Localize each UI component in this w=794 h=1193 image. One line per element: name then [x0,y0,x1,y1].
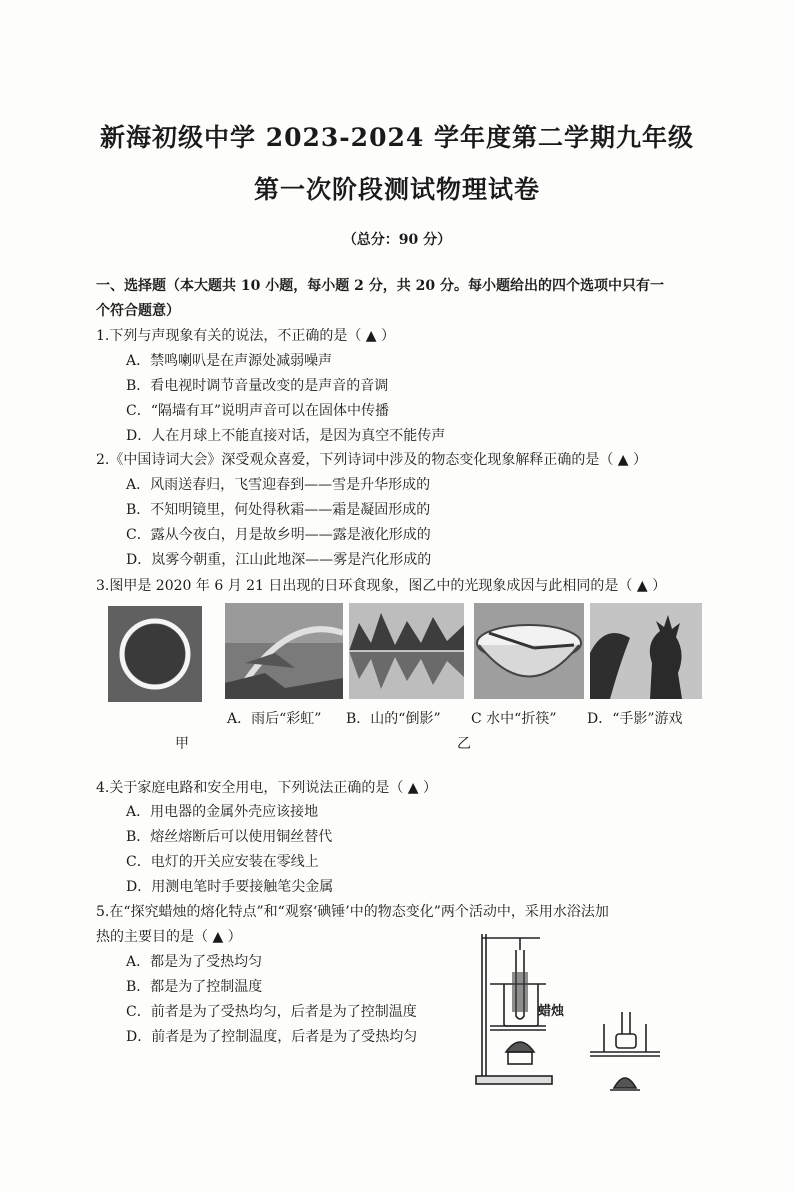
hand-shadow-image [590,603,702,699]
candle-label: 蜡烛 [538,1004,565,1019]
question-5-option-c: C．前者是为了受热均匀，后者是为了控制温度 [126,1004,417,1020]
question-1-option-a: A．禁鸣喇叭是在声源处减弱噪声 [126,353,333,369]
refracted-chopsticks-image [474,603,584,699]
question-1-option-d: D．人在月球上不能直接对话，是因为真空不能传声 [126,428,446,444]
figure-caption-a: A．雨后“彩虹” [227,711,322,727]
question-2-stem: 2.《中国诗词大会》深受观众喜爱，下列诗词中涉及的物态变化现象解释正确的是（ ▲ ） [96,452,648,468]
question-5-option-d: D．前者是为了控制温度，后者是为了受热均匀 [126,1029,418,1045]
question-5-option-b: B．都是为了控制温度 [126,979,263,995]
rainbow-image [225,603,343,699]
eclipse-image [108,606,202,702]
question-2-option-a: A．风雨送春归，飞雪迎春到——雪是升华形成的 [126,477,431,493]
question-2-option-d: D．岚雾今朝重，江山此地深——雾是汽化形成的 [126,552,432,568]
question-4-stem: 4.关于家庭电路和安全用电，下列说法正确的是（ ▲ ） [96,780,438,796]
water-bath-apparatus-figure [470,928,670,1098]
section-heading-line2: 个符合题意） [96,303,180,319]
question-5-option-a: A．都是为了受热均匀 [126,954,263,970]
figure-label-jia: 甲 [175,736,189,752]
question-1-stem: 1.下列与声现象有关的说法，不正确的是（ ▲ ） [96,328,396,344]
figure-label-yi: 乙 [457,736,471,752]
question-5-stem-line1: 5.在“探究蜡烛的熔化特点”和“观察‘碘锤’中的物态变化”两个活动中，采用水浴法加 [96,904,609,920]
question-4-option-d: D．用测电笔时手要接触笔尖金属 [126,879,334,895]
figure-caption-c: C 水中“折筷” [471,711,557,727]
question-2-option-c: C．露从今夜白，月是故乡明——露是液化形成的 [126,527,431,543]
question-5-stem-line2: 热的主要目的是（ ▲ ） [96,929,242,945]
question-2-option-b: B．不知明镜里，何处得秋霜——霜是凝固形成的 [126,502,431,518]
question-4-option-a: A．用电器的金属外壳应该接地 [126,804,319,820]
figure-caption-d: D．“手影”游戏 [587,711,683,727]
question-1-option-b: B．看电视时调节音量改变的是声音的音调 [126,378,389,394]
section-heading-line1: 一、选择题（本大题共 10 小题，每小题 2 分，共 20 分。每小题给出的四个选项中只有一 [96,278,664,294]
exam-title-line2: 第一次阶段测试物理试卷 [253,175,540,204]
question-4-option-c: C．电灯的开关应安装在零线上 [126,854,319,870]
question-1-option-c: C．“隔墙有耳”说明声音可以在固体中传播 [126,403,390,419]
mountain-reflection-image [349,603,464,699]
exam-title-line1: 新海初级中学 2023-2024 学年度第二学期九年级 [100,123,694,152]
figure-caption-b: B．山的“倒影” [346,711,441,727]
question-3-stem: 3.图甲是 2020 年 6 月 21 日出现的日环食现象，图乙中的光现象成因与此相同的是（ ▲ ） [96,578,667,594]
question-4-option-b: B．熔丝熔断后可以使用铜丝替代 [126,829,333,845]
total-score: （总分：90 分） [342,232,452,248]
